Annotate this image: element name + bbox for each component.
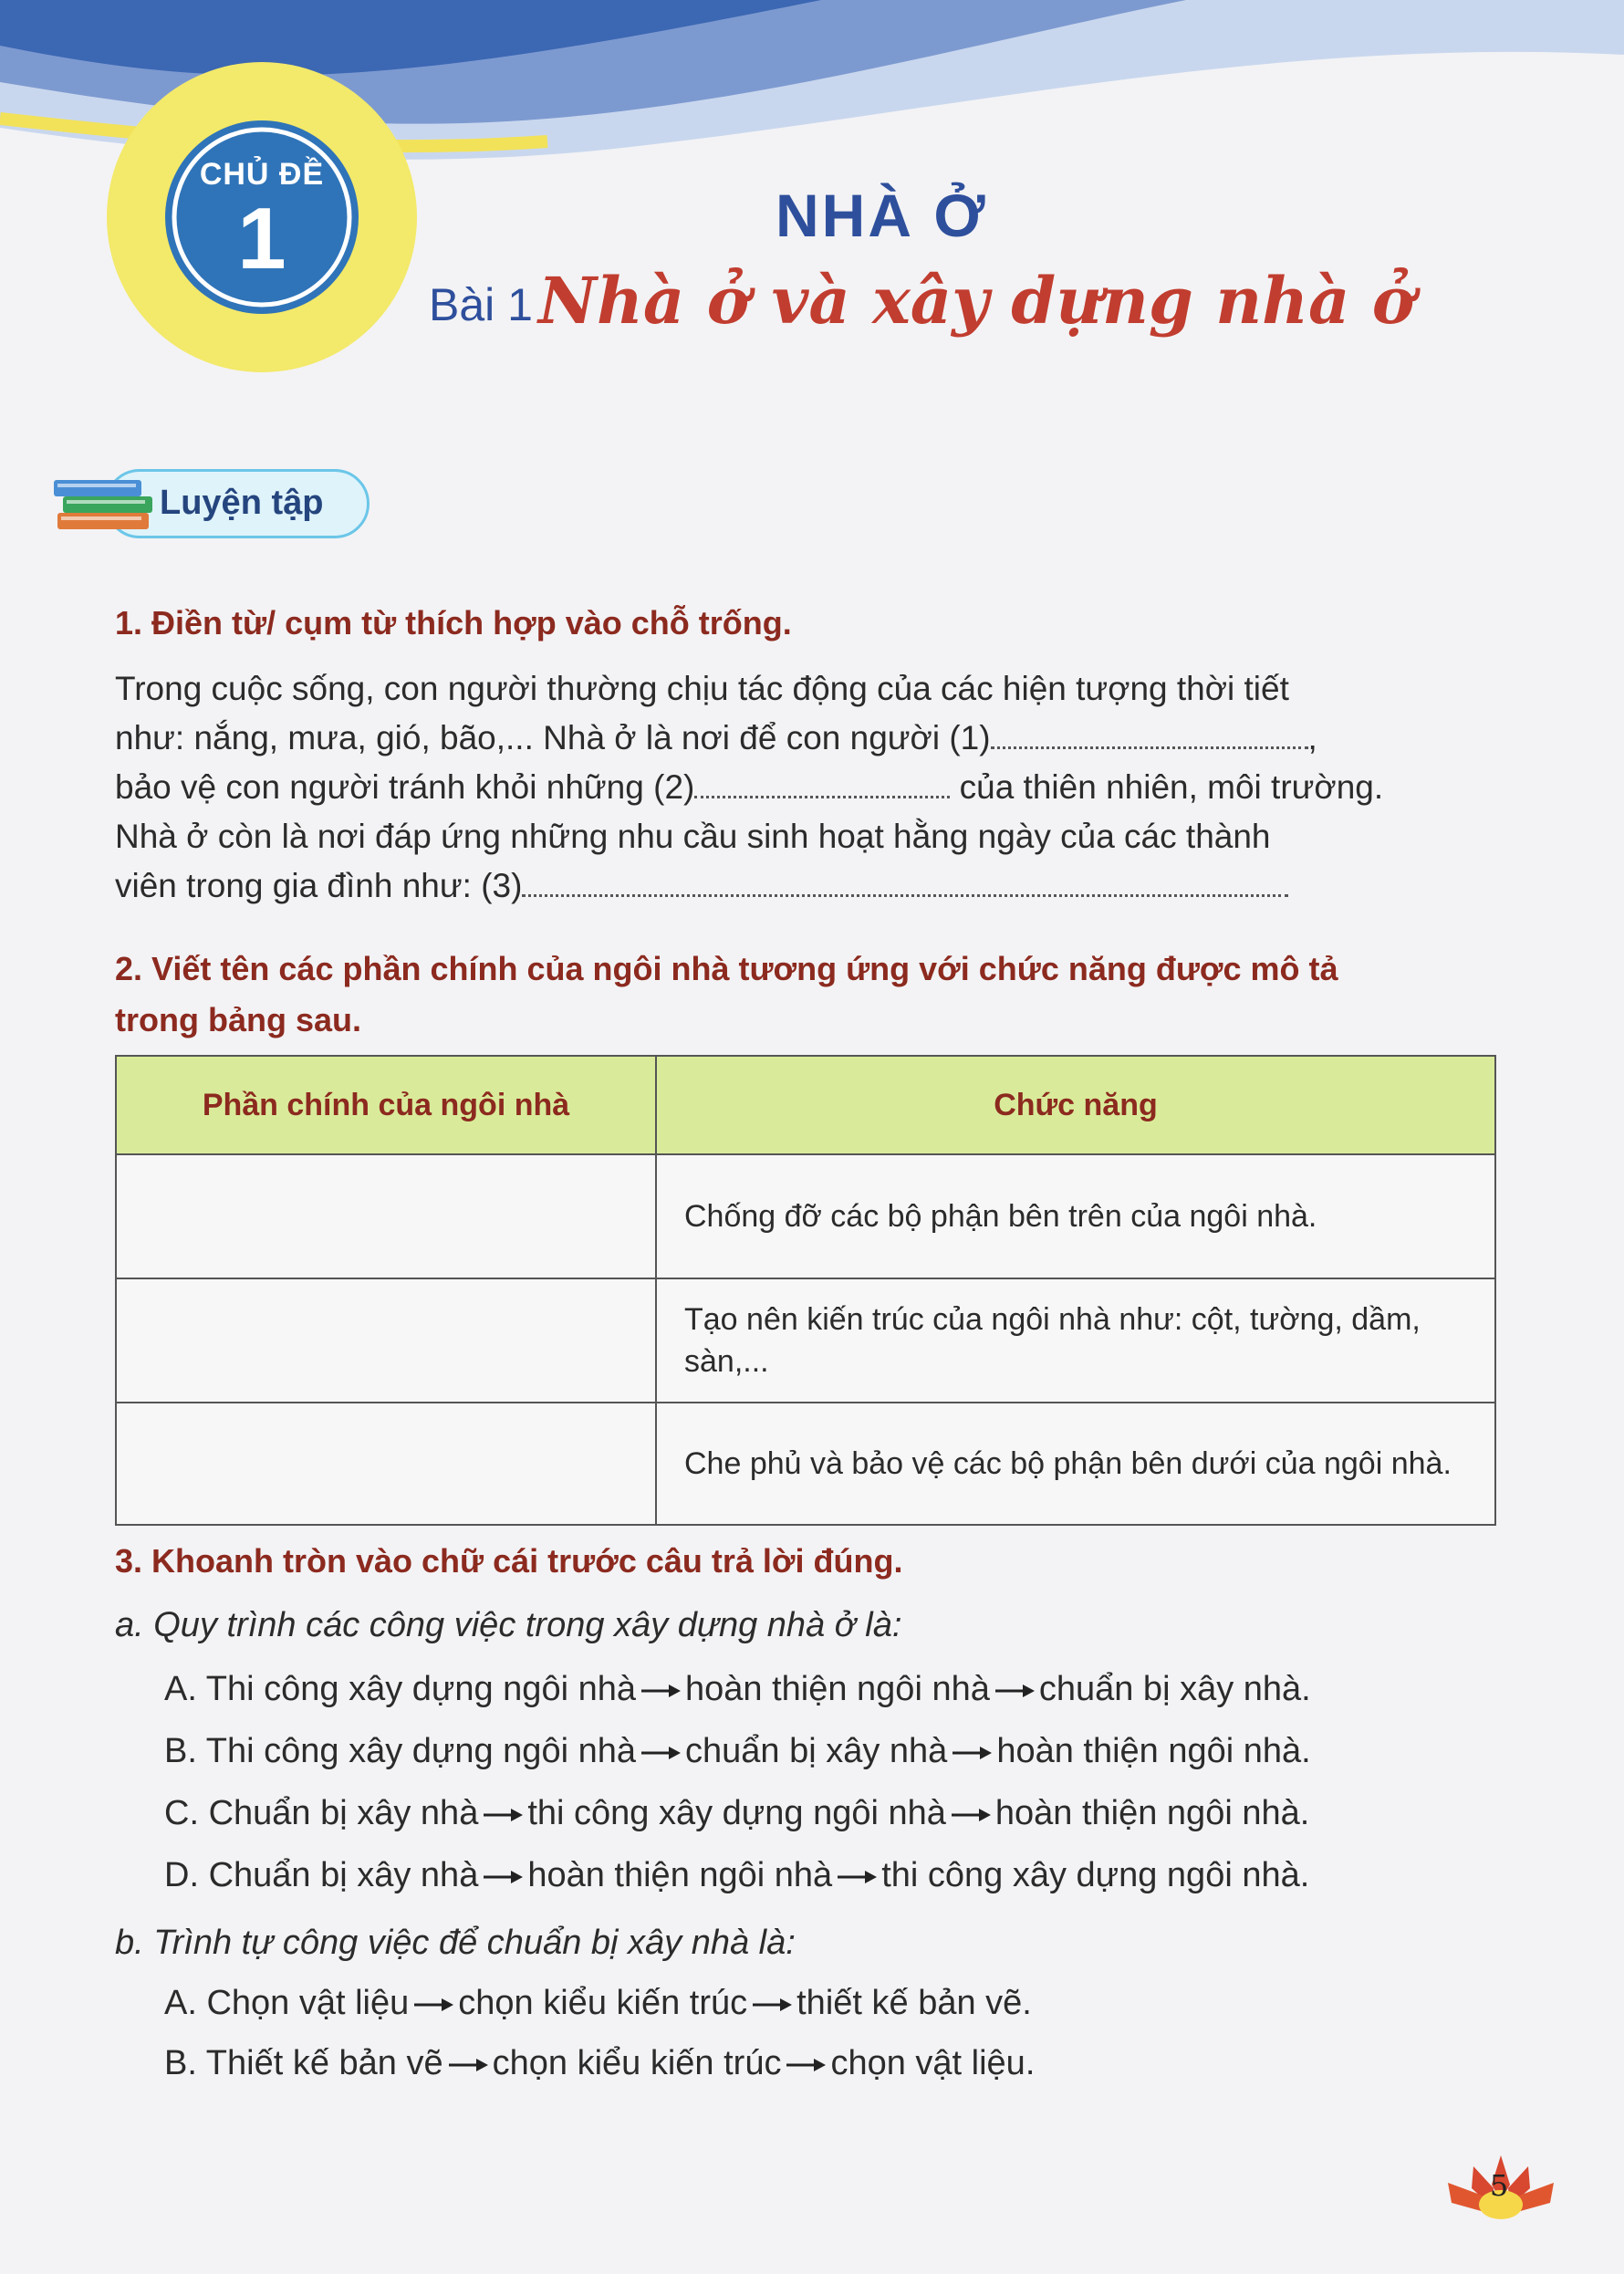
lesson-title: Nhà ở và xây dựng nhà ở [538, 263, 1415, 339]
q1-line-5 [115, 861, 1502, 911]
step-text: Chuẩn bị xây nhà [208, 1856, 479, 1894]
question-2-heading [115, 944, 1511, 1046]
badge-text-group [107, 62, 417, 372]
step-text: chọn kiểu kiến trúc [458, 1984, 748, 2022]
q1-line-2-end: , [1307, 719, 1317, 756]
answer-cell[interactable] [116, 1278, 656, 1403]
q1-line-2 [115, 714, 1502, 763]
arrow-right-icon [482, 1868, 524, 1886]
option-a-B[interactable] [164, 1732, 1311, 1771]
arrow-right-icon [950, 1806, 992, 1824]
arrow-right-icon [951, 1744, 993, 1762]
badge-number: 1 [237, 190, 286, 287]
q1-line-5-text: viên trong gia đình như: (3) [115, 867, 523, 904]
step-text: chọn vật liệu. [830, 2044, 1036, 2082]
q1-line-3-text-a: bảo vệ con người tránh khỏi những (2) [115, 768, 695, 806]
q1-line-3-text-b: của thiên nhiên, môi trường. [959, 768, 1384, 806]
topic-title: NHÀ Ở [776, 182, 988, 249]
q1-line-2-text: như: nắng, mưa, gió, bão,... Nhà ở là nơi để con người (1) [115, 719, 991, 756]
option-letter[interactable]: B. [164, 2044, 197, 2082]
function-table [115, 1055, 1496, 1526]
step-text: Chọn vật liệu [206, 1984, 410, 2022]
q1-line-4: Nhà ở còn là nơi đáp ứng những nhu cầu sinh hoạt hằng ngày của các thành [115, 818, 1271, 855]
arrow-right-icon [994, 1682, 1036, 1700]
question-3a: a. Quy trình các công việc trong xây dựng nhà ở là: [115, 1606, 902, 1644]
arrow-right-icon [751, 1996, 793, 2014]
q1-line-1: Trong cuộc sống, con người thường chịu tác động của các hiện tượng thời tiết [115, 670, 1289, 707]
arrow-right-icon [640, 1682, 682, 1700]
step-text: chuẩn bị xây nhà [684, 1732, 948, 1770]
function-cell: Tạo nên kiến trúc của ngôi nhà như: cột, tường, dầm, sàn,... [656, 1278, 1495, 1403]
option-letter[interactable]: A. [164, 1670, 197, 1708]
blank-1[interactable] [991, 719, 1308, 749]
option-letter[interactable]: D. [164, 1856, 199, 1894]
arrow-right-icon [482, 1806, 524, 1824]
lesson-prefix: Bài 1 [429, 279, 533, 330]
arrow-right-icon [412, 1996, 454, 2014]
column-header-part: Phần chính của ngôi nhà [116, 1056, 656, 1154]
step-text: hoàn thiện ngôi nhà [527, 1856, 833, 1894]
option-b-B[interactable] [164, 2044, 1035, 2083]
function-cell: Che phủ và bảo vệ các bộ phận bên dưới của ngôi nhà. [656, 1403, 1495, 1525]
q1-line-3 [115, 763, 1502, 812]
option-letter[interactable]: A. [164, 1984, 197, 2022]
step-text: Thiết kế bản vẽ [205, 2044, 443, 2082]
step-text: Thi công xây dựng ngôi nhà [205, 1732, 636, 1770]
question-1-body [115, 664, 1502, 911]
page-number: 5 [1489, 2168, 1509, 2203]
answer-cell[interactable] [116, 1154, 656, 1278]
question-3b: b. Trình tự công việc để chuẩn bị xây nhà là: [115, 1924, 796, 1962]
q2-heading-line-1: 2. Viết tên các phần chính của ngôi nhà tương ứng với chức năng được mô tả [115, 950, 1338, 987]
books-icon [50, 464, 160, 544]
q2-heading-line-2: trong bảng sau. [115, 1001, 361, 1038]
step-text: chọn kiểu kiến trúc [492, 2044, 782, 2082]
table-row [116, 1403, 1495, 1525]
arrow-right-icon [785, 2056, 827, 2074]
arrow-right-icon [640, 1744, 682, 1762]
option-letter[interactable]: C. [164, 1794, 199, 1832]
practice-label: Luyện tập [160, 484, 324, 522]
blank-3[interactable] [522, 867, 1288, 897]
page-number-badge [1437, 2148, 1565, 2221]
table-row [116, 1278, 1495, 1403]
arrow-right-icon [836, 1868, 878, 1886]
badge-label: CHỦ ĐỀ [199, 157, 325, 192]
blank-2[interactable] [694, 768, 950, 798]
table-header-row [116, 1056, 1495, 1154]
step-text: thi công xây dựng ngôi nhà. [881, 1856, 1310, 1894]
option-a-D[interactable] [164, 1856, 1309, 1895]
step-text: Chuẩn bị xây nhà [208, 1794, 479, 1832]
function-cell: Chống đỡ các bộ phận bên trên của ngôi nhà. [656, 1154, 1495, 1278]
step-text: Thi công xây dựng ngôi nhà [205, 1670, 636, 1708]
question-3-heading: 3. Khoanh tròn vào chữ cái trước câu trả lời đúng. [115, 1542, 903, 1580]
column-header-function: Chức năng [656, 1056, 1495, 1154]
option-a-C[interactable] [164, 1794, 1309, 1833]
step-text: hoàn thiện ngôi nhà [684, 1670, 990, 1708]
step-text: thiết kế bản vẽ. [796, 1984, 1032, 2022]
practice-section-tag [50, 464, 371, 544]
step-text: hoàn thiện ngôi nhà. [996, 1732, 1311, 1770]
arrow-right-icon [447, 2056, 489, 2074]
option-b-A[interactable] [164, 1984, 1032, 2023]
option-letter[interactable]: B. [164, 1732, 197, 1770]
answer-cell[interactable] [116, 1403, 656, 1525]
step-text: hoàn thiện ngôi nhà. [994, 1794, 1310, 1832]
step-text: thi công xây dựng ngôi nhà [527, 1794, 946, 1832]
step-text: chuẩn bị xây nhà. [1038, 1670, 1311, 1708]
question-1-heading: 1. Điền từ/ cụm từ thích hợp vào chỗ trống. [115, 604, 792, 642]
table-row [116, 1154, 1495, 1278]
option-a-A[interactable] [164, 1670, 1311, 1709]
